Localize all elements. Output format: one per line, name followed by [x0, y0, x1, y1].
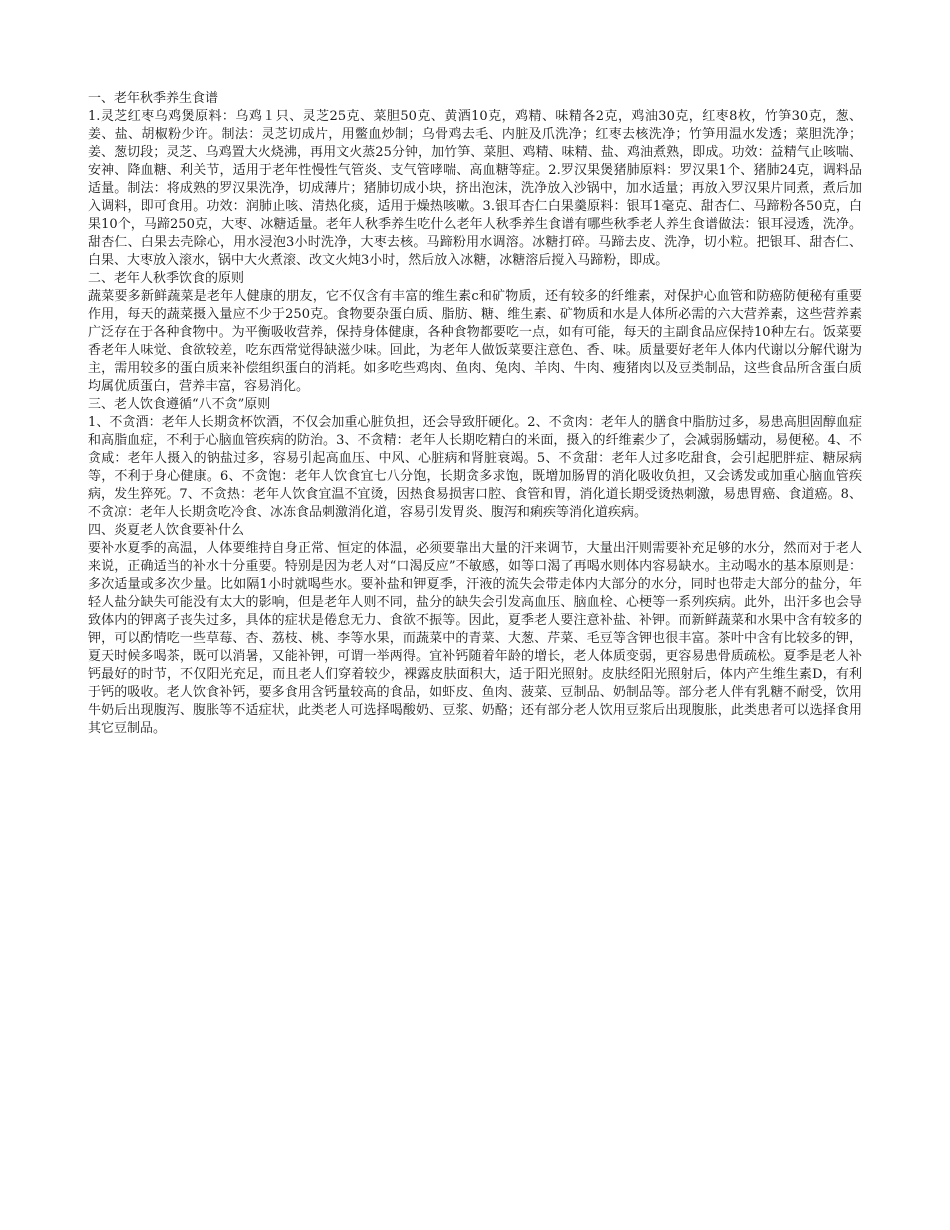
section-body: 蔬菜要多新鲜蔬菜是老年人健康的朋友，它不仅含有丰富的维生素c和矿物质，还有较多的纤维素，对保护心血管和防癌防便秘有重要作用，每天的蔬菜摄入量应不少于250克。食物要杂蛋白质、脂肪、糖、维生素、矿物质和水是人体所必需的六大营养素，这些营养素广泛存在于各种食物中。为平衡吸收营养，保持身体健康，各种食物都要吃一点，如有可能，每天的主副食品应保持10种左右。饭菜要香老年人味觉、食欲较差，吃东西常觉得缺滋少味。回此，为老年人做饭菜要注意色、香、味。质量要好老年人体内代谢以分解代谢为主，需用较多的蛋白质来补偿组织蛋白的消耗。如多吃些鸡肉、鱼肉、兔肉、羊肉、牛肉、瘦猪肉以及豆类制品，这些食品所含蛋白质均属优质蛋白，营养丰富，容易消化。 [88, 289, 862, 394]
section-eight-no-greed [88, 396, 862, 522]
section-body: 1、不贪酒：老年人长期贪杯饮酒，不仅会加重心脏负担，还会导致肝硬化。2、不贪肉：老年人的膳食中脂肪过多，易患高胆固醇血症和高脂血症，不利于心脑血管疾病的防治。3、不贪精：老年人长期吃精白的米面，摄入的纤维素少了，会减弱肠蠕动，易便秘。4、不贪咸：老年人摄入的钠盐过多，容易引起高血压、中风、心脏病和肾脏衰竭。5、不贪甜：老年人过多吃甜食，会引起肥胖症、糖尿病等，不利于身心健康。6、不贪饱：老年人饮食宜七八分饱，长期贪多求饱，既增加肠胃的消化吸收负担，又会诱发或加重心脑血管疾病，发生猝死。7、不贪热：老年人饮食宜温不宜烫，因热食易损害口腔、食管和胃，消化道长期受烫热刺激，易患胃癌、食道癌。8、不贪凉：老年人长期贪吃冷食、冰冻食品刺激消化道，容易引发胃炎、腹泻和痢疾等消化道疾病。 [88, 415, 862, 520]
section-heading: 一、老年秋季养生食谱 [88, 91, 219, 106]
section-heading: 二、老年人秋季饮食的原则 [88, 271, 245, 286]
section-heading: 三、老人饮食遵循“八不贪”原则 [88, 397, 271, 412]
section-summer-supplements [88, 522, 862, 738]
section-body: 要补水夏季的高温，人体要维持自身正常、恒定的体温，必须要靠出大量的汗来调节，大量出汗则需要补充足够的水分，然而对于老人来说，正确适当的补水十分重要。特别是因为老人对“口渴反应”不敏感，如等口渴了再喝水则体内容易缺水。主动喝水的基本原则是：多次适量或多次少量。比如隔1小时就喝些水。要补盐和钾夏季，汗液的流失会带走体内大部分的水分，同时也带走大部分的盐分，年轻人盐分缺失可能没有太大的影响，但是老年人则不同，盐分的缺失会引发高血压、脑血栓、心梗等一系列疾病。此外，出汗多也会导致体内的钾离子丧失过多，具体的症状是倦怠无力、食欲不振等。因此，夏季老人要注意补盐、补钾。而新鲜蔬菜和水果中含有较多的钾，可以酌情吃一些草莓、杏、荔枝、桃、李等水果，而蔬菜中的青菜、大葱、芹菜、毛豆等含钾也很丰富。茶叶中含有比较多的钾，夏天时候多喝茶，既可以消暑，又能补钾，可谓一举两得。宜补钙随着年龄的增长，老人体质变弱，更容易患骨质疏松。夏季是老人补钙最好的时节，不仅阳光充足，而且老人们穿着较少，裸露皮肤面积大，适于阳光照射。皮肤经阳光照射后，体内产生维生素D，有利于钙的吸收。老人饮食补钙，要多食用含钙量较高的食品，如虾皮、鱼肉、菠菜、豆制品、奶制品等。部分老人伴有乳糖不耐受，饮用牛奶后出现腹泻、腹胀等不适症状，此类老人可选择喝酸奶、豆浆、奶酪；还有部分老人饮用豆浆后出现腹胀，此类患者可以选择食用其它豆制品。 [88, 541, 862, 736]
section-autumn-diet-principles [88, 270, 862, 396]
section-autumn-recipes [88, 90, 862, 270]
document-page [88, 90, 862, 738]
section-body: 1.灵芝红枣乌鸡煲原料：乌鸡１只、灵芝25克、菜胆50克、黄酒10克，鸡精、味精各2克，鸡油30克，红枣8枚，竹笋30克，葱、姜、盐、胡椒粉少许。制法：灵芝切成片，用鳖血炒制；乌骨鸡去毛、内脏及爪洗净；红枣去核洗净；竹笋用温水发透；菜胆洗净；姜、葱切段；灵芝、乌鸡置大火烧沸，再用文火蒸25分钟，加竹笋、菜胆、鸡精、味精、盐、鸡油煮熟，即成。功效：益精气止咳喘、安神、降血糖、利关节，适用于老年性慢性气管炎、支气管哮喘、高血糖等症。2.罗汉果煲猪肺原料：罗汉果1个、猪肺24克，调料品适量。制法：将成熟的罗汉果洗净，切成薄片；猪肺切成小块，挤出泡沫，洗净放入沙锅中，加水适量；再放入罗汉果片同煮，煮后加入调料，即可食用。功效：润肺止咳、清热化痰，适用于燥热咳嗽。3.银耳杏仁白果羹原料：银耳1毫克、甜杏仁、马蹄粉各50克，白果10个，马蹄250克，大枣、冰糖适量。老年人秋季养生吃什么老年人秋季养生食谱有哪些秋季老人养生食谱做法：银耳浸透，洗净。甜杏仁、白果去壳除心，用水浸泡3小时洗净，大枣去核。马蹄粉用水调溶。冰糖打碎。马蹄去皮、洗净，切小粒。把银耳、甜杏仁、白果、大枣放入滚水，锅中大火煮滚、改文火炖3小时，然后放入冰糖，冰糖溶后搅入马蹄粉，即成。 [88, 109, 862, 268]
section-heading: 四、炎夏老人饮食要补什么 [88, 523, 245, 538]
